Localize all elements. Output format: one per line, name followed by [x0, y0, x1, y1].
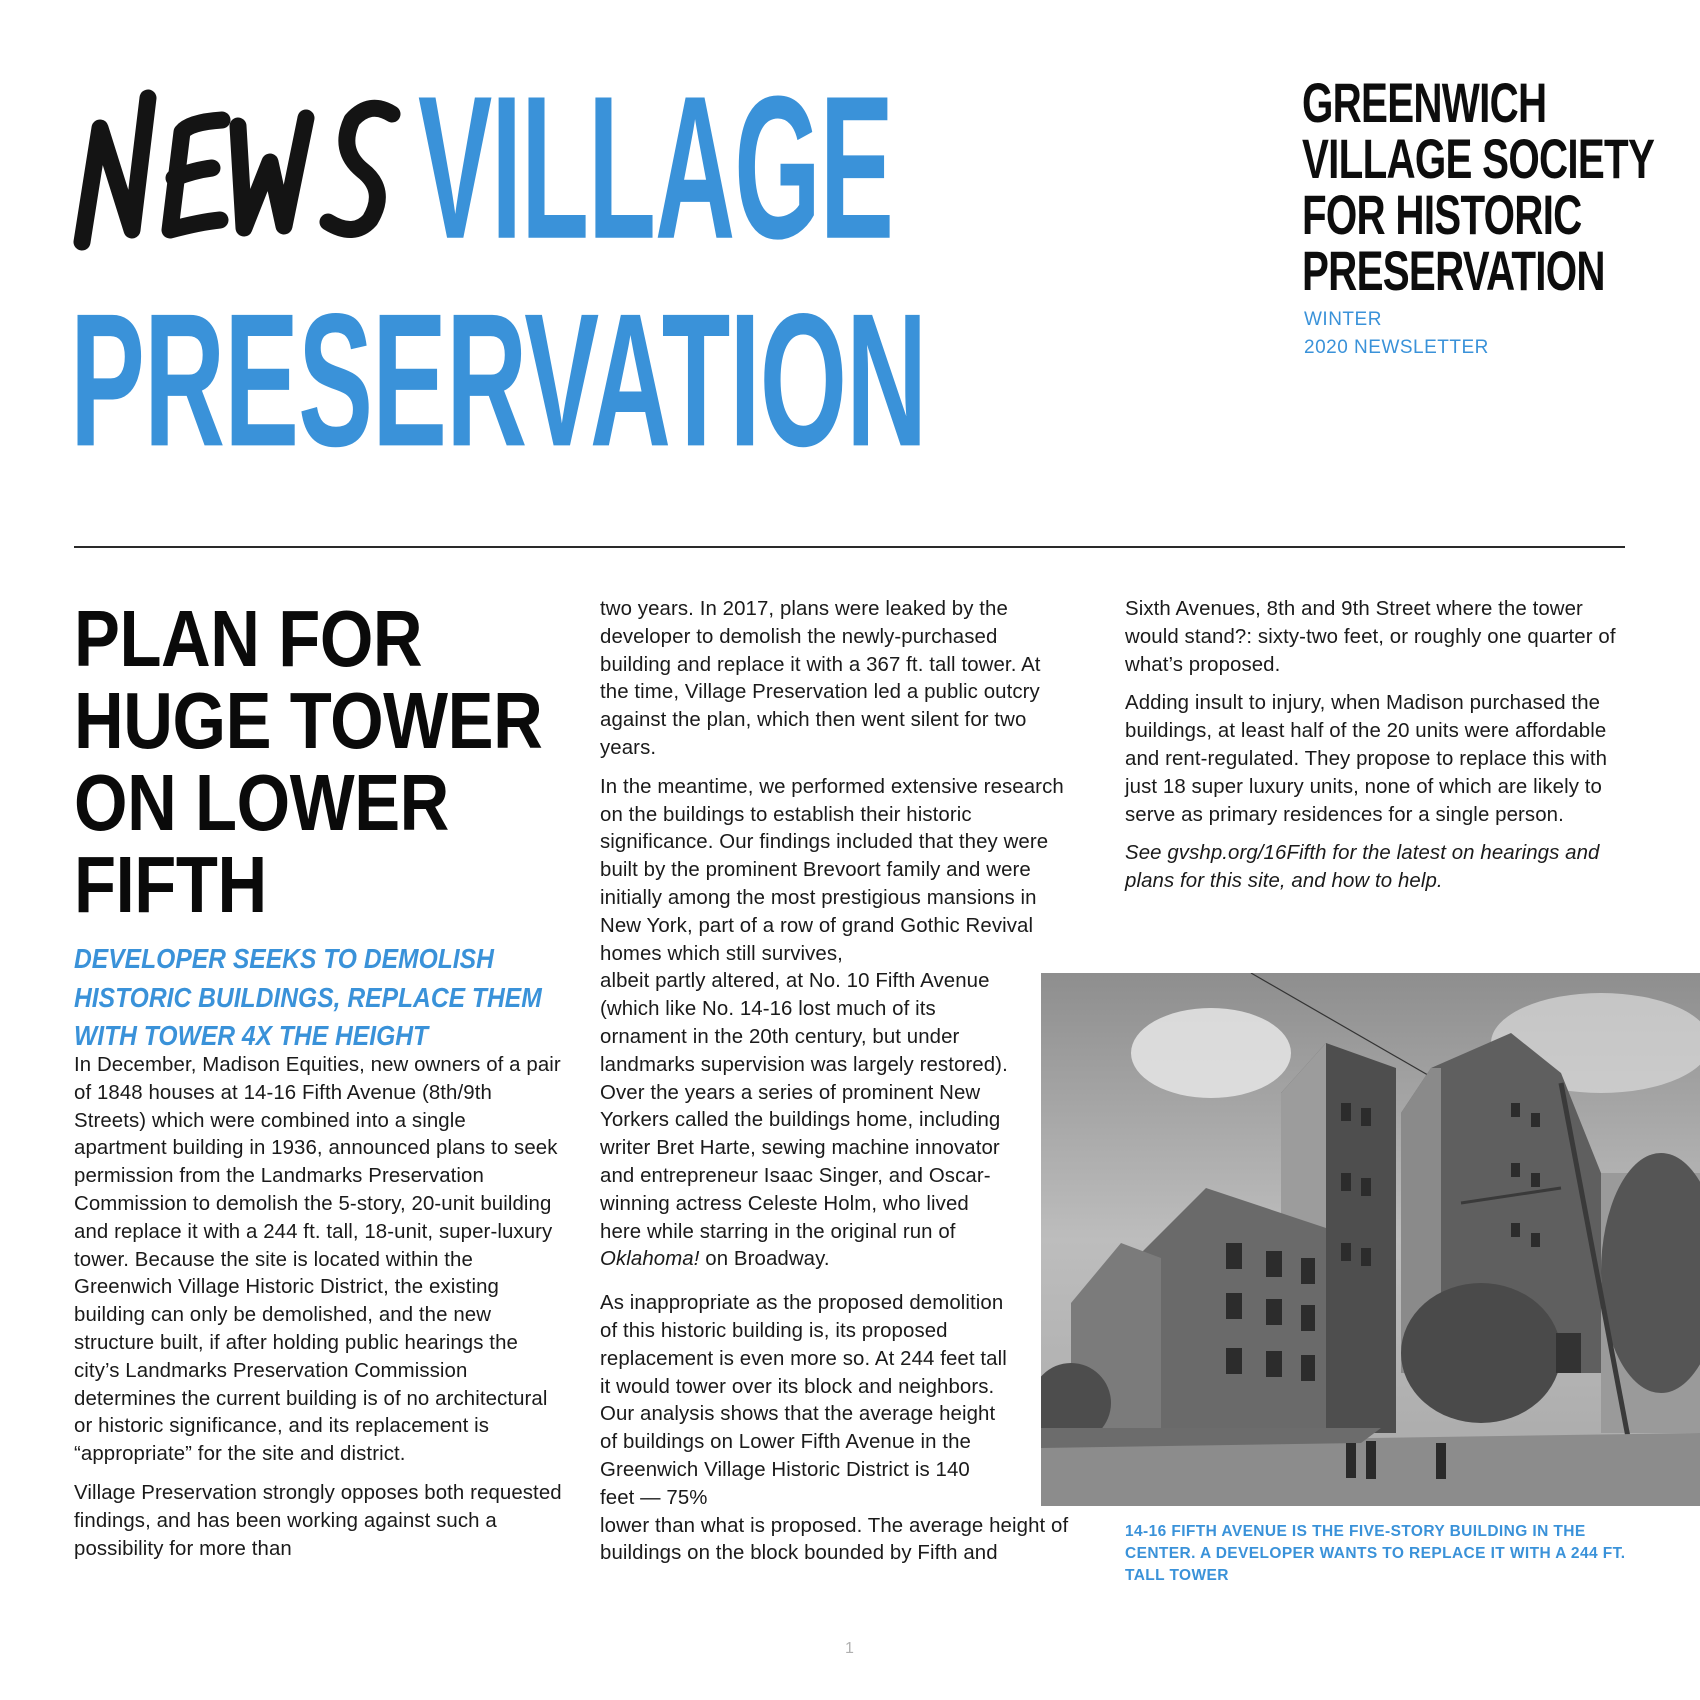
- news-brush-lettering-icon: [70, 70, 410, 270]
- paragraph-text: As inappropriate as the proposed demolition of this historic building is, its proposed replacement is even more so. At 244 feet tall it would tower over its block and neighbors. Our analysis shows that the average height of buildings on Lower Fifth Avenue in the Greenwich Village Historic District is 140 feet — 75%: [600, 1292, 1007, 1509]
- website-reference: See gvshp.org/16Fifth for the latest on hearings and plans for this site, and how to help.: [1125, 842, 1600, 893]
- article-column-2: [600, 596, 1070, 1579]
- paragraph: [600, 1513, 1075, 1569]
- issue-season: WINTER: [1304, 309, 1382, 330]
- article-deck: [74, 940, 593, 1056]
- paragraph-text: lower than what is proposed. The average height of buildings on the block bounded by Fifth and: [600, 1514, 1069, 1565]
- org-name-line: FOR HISTORIC: [1302, 183, 1582, 246]
- masthead-news-logo: [70, 70, 410, 270]
- org-name-line: VILLAGE SOCIETY: [1302, 127, 1655, 190]
- building-photo: [1041, 973, 1700, 1506]
- article-headline: [74, 594, 607, 929]
- headline-line: FIFTH: [74, 840, 267, 929]
- issue-label: 2020 NEWSLETTER: [1304, 337, 1489, 358]
- show-title: Oklahoma!: [600, 1248, 700, 1271]
- paragraph-text: albeit partly altered, at No. 10 Fifth Avenue (which like No. 14-16 lost much of its ornament in the 20th century, but under landmarks supervision was largely restored). Over the years a series of prominent New Yorkers called the buildings home, including writer Bret Harte, sewing machine innovator and entrepreneur Isaac Singer, and Oscar-winning actress Celeste Holm, who lived here while starring in the original run of: [600, 970, 1008, 1243]
- paragraph: In December, Madison Equities, new owners of a pair of 1848 houses at 14-16 Fifth Avenue (8th/9th Streets) which were combined into a single apartment building in 1936, announced plans to seek permission from the Landmarks Preservation Commission to demolish the 5-story, 20-unit building and replace it with a 244 ft. tall, 18-unit, super-luxury tower. Because the site is located within the Greenwich Village Historic District, the existing building can only be demolished, and the new structure built, if after holding public hearings the city’s Landmarks Preservation Commission determines the current building is of no architectural or historic significance, and its replacement is “appropriate” for the site and district.: [74, 1054, 561, 1466]
- paragraph: Village Preservation strongly opposes both requested findings, and has been working against such a possibility for more than: [74, 1481, 562, 1560]
- street-scene-image-icon: [1041, 973, 1700, 1506]
- paragraph: Sixth Avenues, 8th and 9th Street where the tower would stand?: sixty-two feet, or roughly one quarter of what’s proposed.: [1125, 598, 1616, 676]
- headline-line: HUGE TOWER: [74, 676, 543, 765]
- paragraph-text: on Broadway.: [699, 1248, 830, 1271]
- paragraph: two years. In 2017, plans were leaked by the developer to demolish the newly-purchased building and replace it with a 367 ft. tall tower. At the time, Village Preservation led a public outcry against the plan, which then went silent for two years.: [600, 598, 1041, 759]
- paragraph: Adding insult to injury, when Madison purchased the buildings, at least half of the 20 units were affordable and rent-regulated. They propose to replace this with just 18 super luxury units, none of which are likely to serve as primary residences for a single person.: [1125, 692, 1608, 826]
- deck-line: HISTORIC BUILDINGS, REPLACE THEM: [74, 981, 542, 1013]
- paragraph-text: In the meantime, we performed extensive research on the buildings to establish their historic significance. Our findings included that they were built by the prominent Brevoort family and were initially among the most prestigious mansions in New York, part of a row of grand Gothic Revival homes which still survives,: [600, 775, 1064, 965]
- paragraph-wrapped: [600, 968, 1010, 1274]
- paragraph: [600, 1290, 1010, 1512]
- issue-info: [1304, 306, 1489, 362]
- masthead-title-line1: VILLAGE: [418, 53, 893, 282]
- masthead-title-line2: PRESERVATION: [70, 273, 927, 486]
- article-column-3: [1125, 596, 1625, 907]
- org-name: [1302, 71, 1655, 302]
- deck-line: DEVELOPER SEEKS TO DEMOLISH: [74, 943, 494, 974]
- page-number: 1: [845, 1640, 854, 1657]
- org-name-line: GREENWICH: [1302, 71, 1547, 134]
- org-name-line: PRESERVATION: [1302, 239, 1605, 302]
- deck-line: WITH TOWER 4X THE HEIGHT: [74, 1020, 429, 1051]
- headline-line: ON LOWER: [74, 758, 449, 847]
- article-column-1: [74, 1052, 564, 1574]
- headline-line: PLAN FOR: [74, 594, 423, 683]
- paragraph: [600, 774, 1070, 969]
- header-divider: [74, 546, 1625, 548]
- photo-caption: 14-16 FIFTH AVENUE IS THE FIVE-STORY BUILDING IN THE CENTER. A DEVELOPER WANTS TO REPLACE IT WITH A 244 FT. TALL TOWER: [1125, 1523, 1626, 1584]
- paragraph-link-note: [1125, 840, 1625, 896]
